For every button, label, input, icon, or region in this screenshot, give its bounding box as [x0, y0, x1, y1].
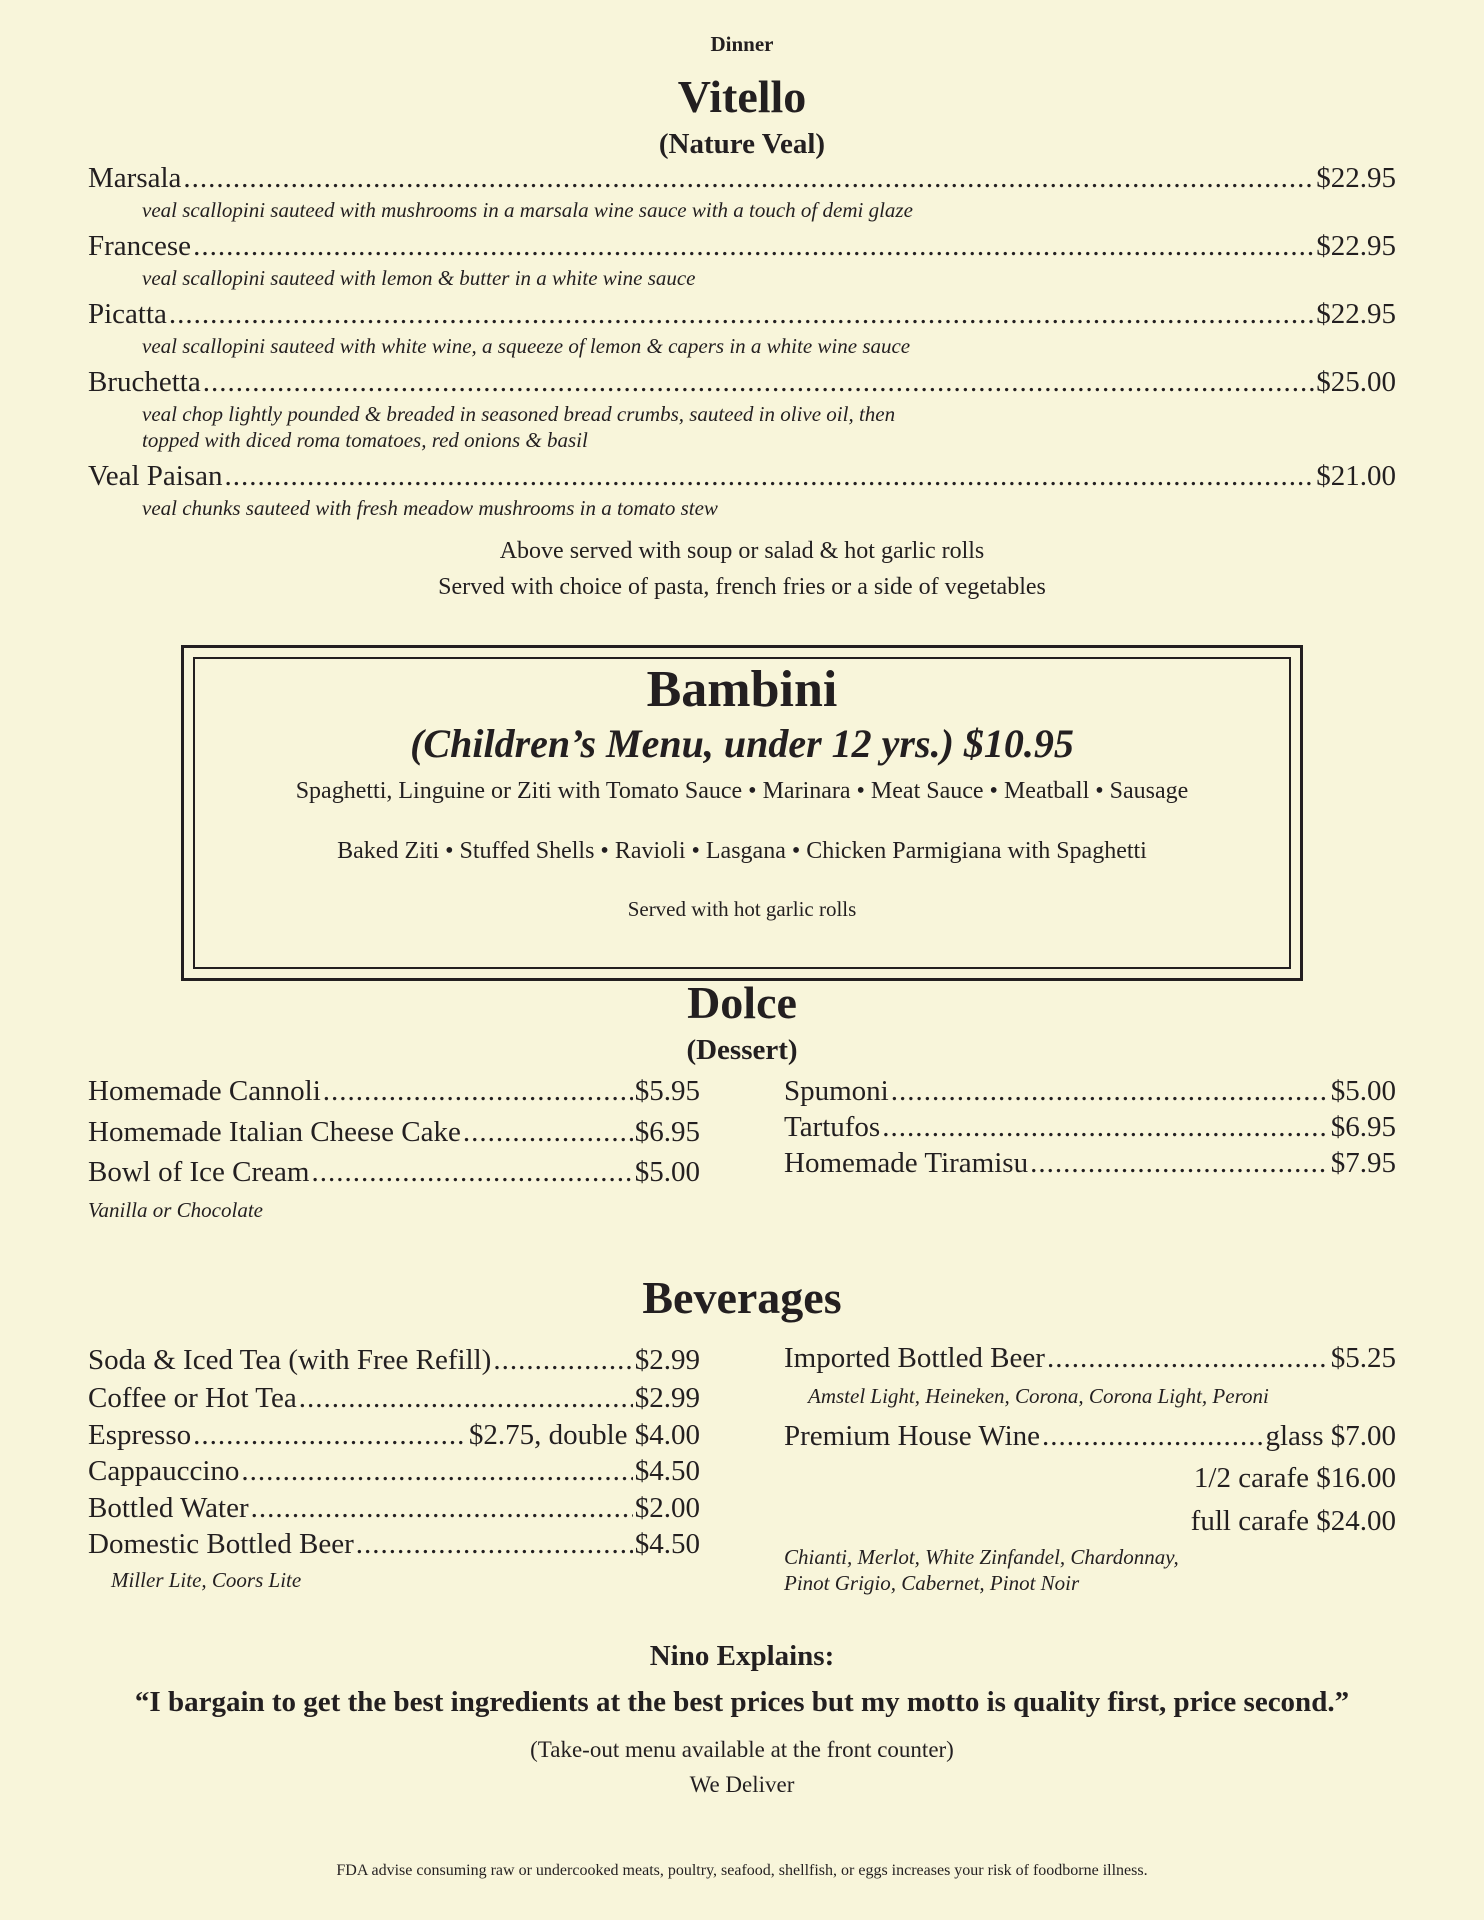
item-price: $2.00 — [634, 1492, 700, 1524]
menu-item — [88, 230, 1396, 263]
dessert-item — [88, 1116, 700, 1149]
dot-leader — [169, 298, 1314, 331]
item-price: $21.00 — [1316, 460, 1396, 492]
menu-item — [88, 298, 1396, 331]
beer-note: Miller Lite, Coors Lite — [111, 1568, 302, 1592]
beverages-title: Beverages — [642, 1272, 842, 1323]
item-name: Picatta — [88, 298, 167, 330]
dot-leader — [356, 1528, 633, 1561]
item-name: Tartufos — [784, 1111, 881, 1143]
dessert-item — [88, 1075, 700, 1108]
wine-note: Pinot Grigio, Cabernet, Pinot Noir — [784, 1571, 1080, 1595]
item-price: $5.00 — [634, 1156, 700, 1188]
item-description: topped with diced roma tomatoes, red onions & basil — [142, 428, 588, 452]
vitello-title: Vitello — [677, 71, 807, 122]
dot-leader — [891, 1075, 1329, 1108]
item-description: veal chop lightly pounded & breaded in seasoned bread crumbs, sauteed in olive oil, then — [142, 402, 896, 426]
dot-leader — [882, 1111, 1329, 1144]
beverage-item — [784, 1420, 1396, 1453]
item-price: $5.00 — [1330, 1075, 1396, 1107]
bambini-title: Bambini — [646, 661, 838, 718]
dot-leader — [193, 1419, 467, 1452]
item-description: veal chunks sauteed with fresh meadow mushrooms in a tomato stew — [142, 496, 718, 520]
item-name: Domestic Bottled Beer — [88, 1528, 354, 1560]
dot-leader — [1047, 1342, 1329, 1375]
beverage-item — [88, 1528, 700, 1561]
item-description: veal scallopini sauteed with white wine, a squeeze of lemon & capers in a white wine sauce — [142, 334, 911, 358]
dessert-note: Vanilla or Chocolate — [88, 1198, 263, 1222]
item-price: $25.00 — [1316, 366, 1396, 398]
menu-item — [88, 460, 1396, 493]
beverage-item — [88, 1455, 700, 1488]
wine-note: Chianti, Merlot, White Zinfandel, Chardonnay, — [784, 1545, 1179, 1569]
menu-item — [88, 366, 1396, 399]
dessert-item — [88, 1156, 700, 1189]
dessert-item — [784, 1147, 1396, 1180]
item-price: $5.95 — [634, 1075, 700, 1107]
dot-leader — [493, 1344, 632, 1377]
vitello-note: Above served with soup or salad & hot garlic rolls — [499, 538, 985, 564]
item-name: Soda & Iced Tea (with Free Refill) — [88, 1344, 492, 1376]
item-price: $6.95 — [1330, 1111, 1396, 1143]
item-name: Bowl of Ice Cream — [88, 1156, 310, 1188]
item-name: Marsala — [88, 162, 182, 194]
bambini-subtitle: (Children’s Menu, under 12 yrs.) $10.95 — [410, 721, 1074, 766]
dolce-subtitle: (Dessert) — [686, 1034, 798, 1066]
item-name: Imported Bottled Beer — [784, 1342, 1045, 1374]
item-price: $2.75, double $4.00 — [468, 1419, 700, 1451]
item-name: Coffee or Hot Tea — [88, 1382, 297, 1414]
item-price: $22.95 — [1316, 298, 1396, 330]
item-name: Homemade Cannoli — [88, 1075, 321, 1107]
item-price: $5.25 — [1330, 1342, 1396, 1374]
item-price: $2.99 — [634, 1382, 700, 1414]
wine-half-carafe: 1/2 carafe $16.00 — [1193, 1462, 1396, 1494]
item-name: Espresso — [88, 1419, 192, 1451]
item-name: Homemade Tiramisu — [784, 1147, 1029, 1179]
item-price: $22.95 — [1316, 230, 1396, 262]
dot-leader — [299, 1382, 633, 1415]
dessert-item — [784, 1075, 1396, 1108]
item-name: Veal Paisan — [88, 460, 223, 492]
dot-leader — [1030, 1147, 1329, 1180]
dot-leader — [251, 1492, 633, 1525]
item-price: $2.99 — [634, 1344, 700, 1376]
dolce-title: Dolce — [687, 977, 797, 1028]
beer-note: Amstel Light, Heineken, Corona, Corona Light, Peroni — [808, 1384, 1269, 1408]
dot-leader — [463, 1116, 633, 1149]
item-name: Cappauccino — [88, 1455, 240, 1487]
beverage-item — [88, 1344, 700, 1377]
dot-leader — [203, 366, 1315, 399]
item-name: Francese — [88, 230, 192, 262]
dot-leader — [311, 1156, 632, 1189]
item-description: veal scallopini sauteed with mushrooms in a marsala wine sauce with a touch of demi glaze — [142, 198, 913, 222]
nino-title: Nino Explains: — [649, 1640, 835, 1672]
dot-leader — [225, 460, 1315, 493]
bambini-options: Spaghetti, Linguine or Ziti with Tomato Sauce • Marinara • Meat Sauce • Meatball • Sausage — [295, 778, 1189, 804]
item-price: $4.50 — [634, 1528, 700, 1560]
item-name: Premium House Wine — [784, 1420, 1041, 1452]
item-name: Bottled Water — [88, 1492, 249, 1524]
item-price: $6.95 — [634, 1116, 700, 1148]
dessert-item — [784, 1111, 1396, 1144]
dot-leader — [183, 162, 1314, 195]
beverage-item — [88, 1382, 700, 1415]
dot-leader — [241, 1455, 632, 1488]
bambini-options: Baked Ziti • Stuffed Shells • Ravioli • Lasgana • Chicken Parmigiana with Spaghetti — [337, 838, 1147, 864]
item-price: glass $7.00 — [1265, 1420, 1396, 1452]
item-name: Homemade Italian Cheese Cake — [88, 1116, 461, 1148]
beverage-item — [784, 1342, 1396, 1375]
takeout-note: (Take-out menu available at the front counter) — [530, 1737, 954, 1762]
nino-quote: “I bargain to get the best ingredients at the best prices but my motto is quality first, price second.” — [134, 1686, 1350, 1718]
bambini-note: Served with hot garlic rolls — [627, 897, 857, 921]
meal-heading: Dinner — [710, 32, 774, 56]
item-price: $4.50 — [634, 1455, 700, 1487]
dot-leader — [1042, 1420, 1263, 1453]
wine-full-carafe: full carafe $24.00 — [1190, 1505, 1396, 1537]
delivery-note: We Deliver — [689, 1772, 795, 1797]
beverage-item — [88, 1419, 700, 1452]
fda-disclaimer: FDA advise consuming raw or undercooked meats, poultry, seafood, shellfish, or eggs increases your risk of foodborne illness. — [336, 1862, 1148, 1879]
vitello-note: Served with choice of pasta, french fries or a side of vegetables — [438, 574, 1046, 600]
beverage-item — [88, 1492, 700, 1525]
dot-leader — [193, 230, 1314, 263]
item-price: $7.95 — [1330, 1147, 1396, 1179]
dot-leader — [323, 1075, 633, 1108]
item-name: Bruchetta — [88, 366, 201, 398]
menu-item — [88, 162, 1396, 195]
item-name: Spumoni — [784, 1075, 889, 1107]
item-description: veal scallopini sauteed with lemon & butter in a white wine sauce — [142, 266, 696, 290]
vitello-subtitle: (Nature Veal) — [658, 128, 826, 160]
item-price: $22.95 — [1316, 162, 1396, 194]
